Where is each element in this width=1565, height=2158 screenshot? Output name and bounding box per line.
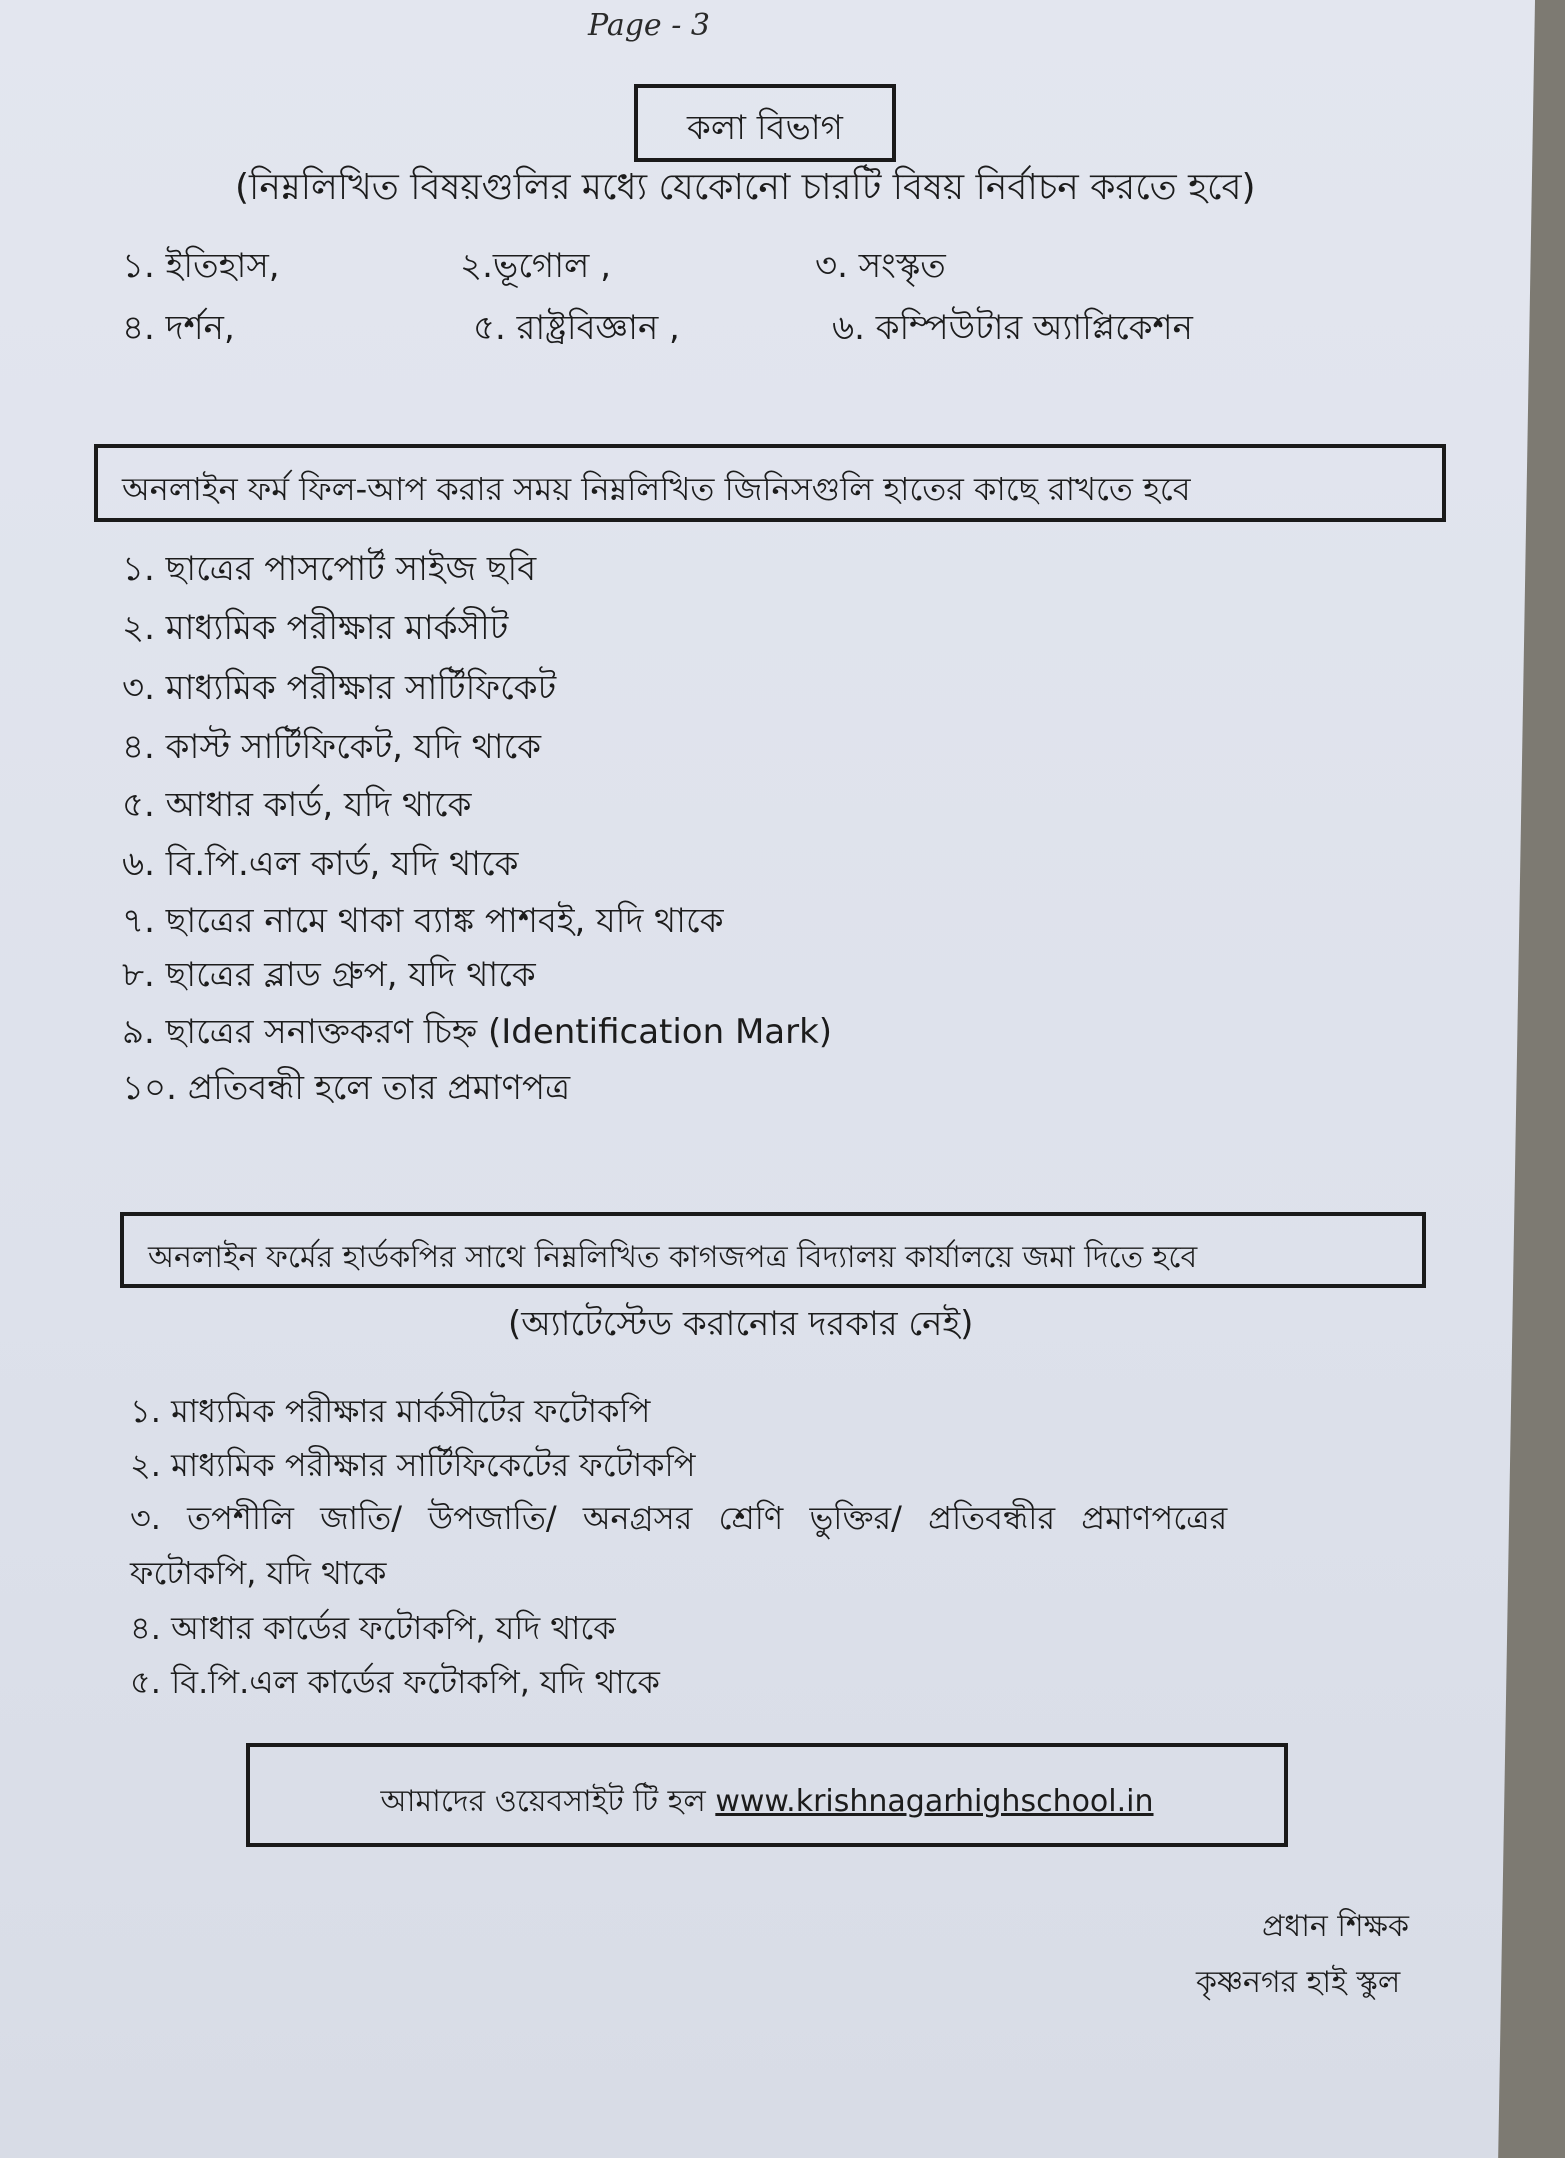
website-label: আমাদের ওয়েবসাইট টি হল [380, 1784, 706, 1819]
subject-6: ৬. কম্পিউটার অ্যাপ্লিকেশন [832, 308, 1193, 348]
online-form-heading: অনলাইন ফর্ম ফিল-আপ করার সময় নিম্নলিখিত জিনিসগুলি হাতের কাছে রাখতে হবে [122, 470, 1191, 508]
hardcopy-item-3-cont: ফটোকপি, যদি থাকে [130, 1554, 387, 1592]
subject-2: ২.ভূগোল , [460, 246, 612, 286]
hardcopy-item-2: ২. মাধ্যমিক পরীক্ষার সার্টিফিকেটের ফটোকপি [130, 1446, 696, 1484]
hardcopy-item-5: ৫. বি.পি.এল কার্ডের ফটোকপি, যদি থাকে [130, 1663, 660, 1701]
online-item-2: ২. মাধ্যমিক পরীক্ষার মার্কসীট [122, 608, 509, 648]
subject-3: ৩. সংস্কৃত [815, 246, 946, 286]
hardcopy-item-4: ৪. আধার কার্ডের ফটোকপি, যদি থাকে [130, 1609, 616, 1647]
website-box [246, 1743, 1288, 1847]
online-form-heading-box [94, 444, 1446, 522]
hardcopy-heading: অনলাইন ফর্মের হার্ডকপির সাথে নিম্নলিখিত কাগজপত্র বিদ্যালয় কার্যালয়ে জমা দিতে হবে [148, 1240, 1198, 1275]
page-number: Page - 3 [588, 8, 710, 43]
subject-4: ৪. দর্শন, [122, 308, 235, 348]
hardcopy-note: (অ্যাটেস্টেড করানোর দরকার নেই) [508, 1304, 974, 1344]
signature-title: প্রধান শিক্ষক [1262, 1909, 1409, 1944]
online-item-8: ৮. ছাত্রের ব্লাড গ্রুপ, যদি থাকে [122, 955, 536, 995]
subject-1: ১. ইতিহাস, [122, 246, 280, 286]
online-item-4: ৪. কাস্ট সার্টিফিকেট, যদি থাকে [122, 727, 542, 767]
website-line [250, 1777, 1284, 1828]
subject-5: ৫. রাষ্ট্রবিজ্ঞান , [473, 308, 680, 348]
hardcopy-heading-box [120, 1212, 1426, 1288]
online-item-9: ৯. ছাত্রের সনাক্তকরণ চিহ্ন (Identification Mark) [122, 1012, 833, 1052]
signature-school: কৃষ্ণনগর হাই স্কুল [1196, 1965, 1401, 2000]
arts-title-box [634, 84, 896, 162]
arts-instruction: (নিম্নলিখিত বিষয়গুলির মধ্যে যেকোনো চারটি বিষয় নির্বাচন করতে হবে) [235, 167, 1256, 208]
hardcopy-item-3: ৩. তপশীলি জাতি/ উপজাতি/ অনগ্রসর শ্রেণি ভুক্তির/ প্রতিবন্ধীর প্রমাণপত্রের [130, 1499, 1228, 1537]
online-item-10: ১০. প্রতিবন্ধী হলে তার প্রমাণপত্র [122, 1068, 571, 1108]
arts-title: কলা বিভাগ [687, 108, 843, 148]
online-item-5: ৫. আধার কার্ড, যদি থাকে [122, 785, 472, 825]
online-item-1: ১. ছাত্রের পাসপোর্ট সাইজ ছবি [122, 549, 537, 589]
hardcopy-item-1: ১. মাধ্যমিক পরীক্ষার মার্কসীটের ফটোকপি [130, 1392, 651, 1430]
website-link[interactable]: www.krishnagarhighschool.in [715, 1784, 1154, 1819]
online-item-7: ৭. ছাত্রের নামে থাকা ব্যাঙ্ক পাশবই, যদি থাকে [122, 901, 724, 941]
online-item-3: ৩. মাধ্যমিক পরীক্ষার সার্টিফিকেট [122, 668, 557, 708]
online-item-6: ৬. বি.পি.এল কার্ড, যদি থাকে [122, 844, 519, 884]
